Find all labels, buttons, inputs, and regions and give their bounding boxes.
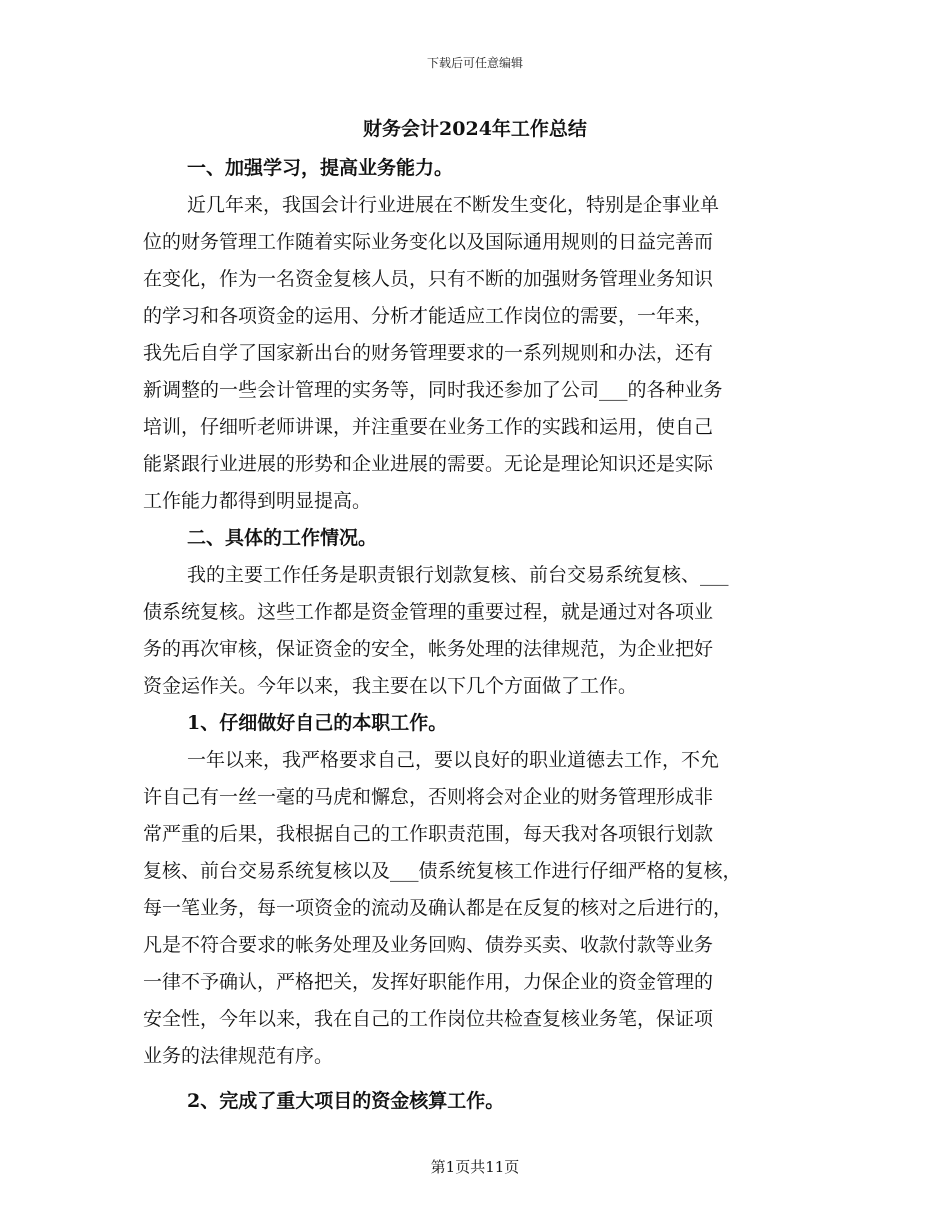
paragraph-line: 安全性，今年以来，我在自己的工作岗位共检查复核业务笔，保证项: [143, 1008, 714, 1030]
paragraph-line: 的学习和各项资金的运用、分析才能适应工作岗位的需要，一年来，: [143, 305, 714, 327]
paragraph-line: 培训，仔细听老师讲课，并注重要在业务工作的实践和运用，使自己: [143, 416, 714, 438]
paragraph-line: 务的再次审核，保证资金的安全，帐务处理的法律规范，为企业把好: [143, 638, 714, 660]
section-heading: 1、仔细做好自己的本职工作。: [187, 712, 448, 734]
section-gap: [143, 1075, 813, 1083]
page-footer: 第1页共11页: [430, 1158, 520, 1176]
paragraph-line: 我的主要工作任务是职责银行划款复核、前台交易系统复核、___: [187, 564, 729, 586]
paragraph-line: 每一笔业务，每一项资金的流动及确认都是在反复的核对之后进行的，: [143, 897, 733, 919]
paragraph-line: 凡是不符合要求的帐务处理及业务回购、债券买卖、收款付款等业务: [143, 934, 714, 956]
document-title: 财务会计2024年工作总结: [363, 118, 587, 140]
paragraph-line: 一律不予确认，严格把关，发挥好职能作用，力保企业的资金管理的: [143, 971, 714, 993]
paragraph-line: 工作能力都得到明显提高。: [143, 490, 372, 512]
section-heading: 2、完成了重大项目的资金核算工作。: [187, 1090, 505, 1112]
paragraph-line: 债系统复核。这些工作都是资金管理的重要过程，就是通过对各项业: [143, 601, 714, 623]
paragraph: [143, 187, 813, 520]
paragraph-line: 业务的法律规范有序。: [143, 1045, 334, 1067]
document-body: [143, 150, 813, 1120]
paragraph-line: 一年以来，我严格要求自己，要以良好的职业道德去工作，不允: [187, 749, 720, 771]
paragraph: [143, 557, 813, 705]
paragraph-line: 常严重的后果，我根据自己的工作职责范围，每天我对各项银行划款: [143, 823, 714, 845]
paragraph-line: 在变化，作为一名资金复核人员，只有不断的加强财务管理业务知识: [143, 268, 714, 290]
paragraph-line: 能紧跟行业进展的形势和企业进展的需要。无论是理论知识还是实际: [143, 453, 714, 475]
header-note: 下载后可任意编辑: [426, 56, 523, 70]
paragraph-line: 复核、前台交易系统复核以及___债系统复核工作进行仔细严格的复核，: [143, 860, 742, 882]
paragraph-line: 位的财务管理工作随着实际业务变化以及国际通用规则的日益完善而: [143, 231, 714, 253]
paragraph-line: 新调整的一些会计管理的实务等，同时我还参加了公司___的各种业务: [143, 379, 723, 401]
paragraph-line: 许自己有一丝一毫的马虎和懈怠，否则将会对企业的财务管理形成非: [143, 786, 714, 808]
paragraph-line: 我先后自学了国家新出台的财务管理要求的一系列规则和办法，还有: [143, 342, 714, 364]
paragraph: [143, 742, 813, 1075]
section-heading: 一、加强学习，提高业务能力。: [187, 157, 454, 179]
section-heading: 二、具体的工作情况。: [187, 527, 378, 549]
paragraph-line: 资金运作关。今年以来，我主要在以下几个方面做了工作。: [143, 675, 638, 697]
paragraph-line: 近几年来，我国会计行业进展在不断发生变化，特别是企事业单: [187, 194, 720, 216]
